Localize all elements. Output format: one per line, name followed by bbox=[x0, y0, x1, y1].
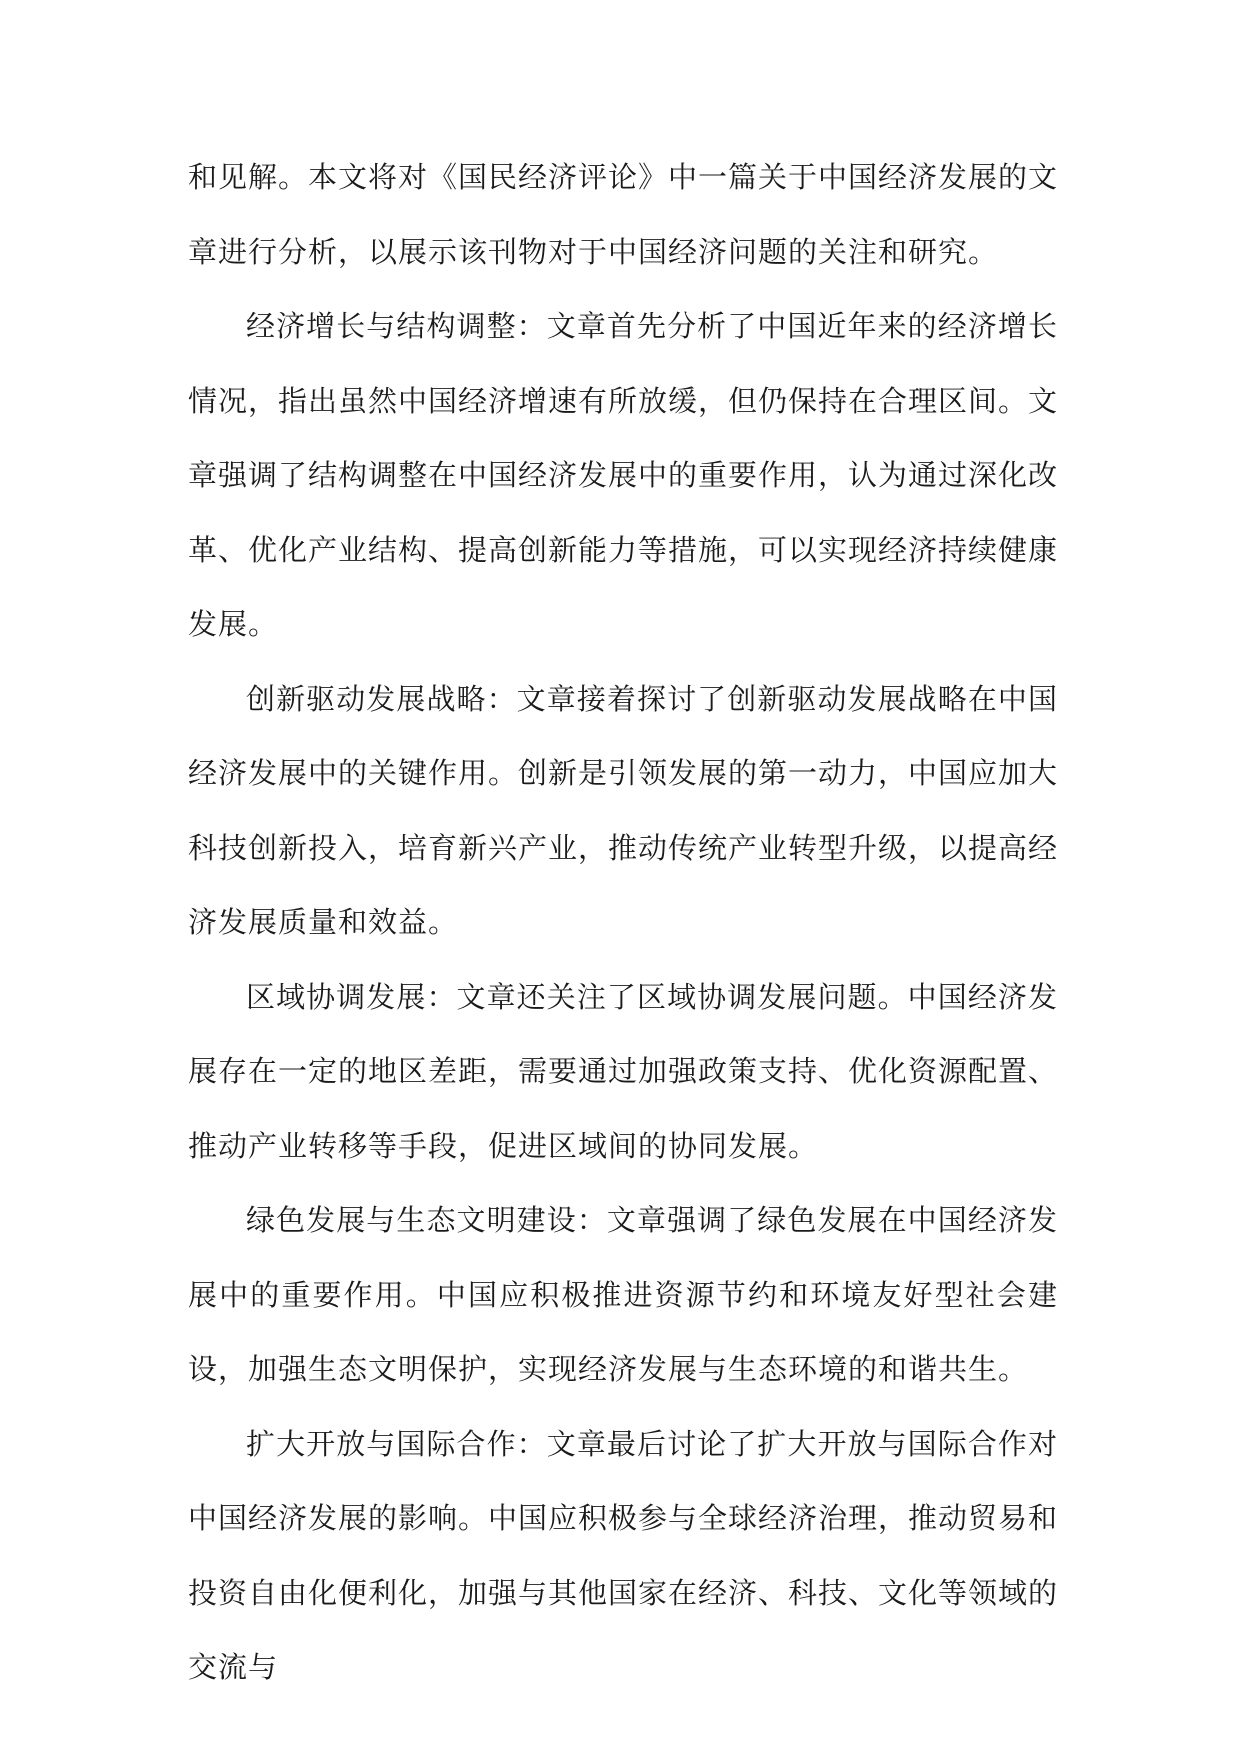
paragraph-green-development: 绿色发展与生态文明建设：文章强调了绿色发展在中国经济发展中的重要作用。中国应积极推进资源节约和环境友好型社会建设，加强生态文明保护，实现经济发展与生态环境的和谐共生。 bbox=[188, 1203, 1058, 1386]
paragraph-intro: 和见解。本文将对《国民经济评论》中一篇关于中国经济发展的文章进行分析，以展示该刊物对于中国经济问题的关注和研究。 bbox=[188, 160, 1059, 269]
paragraph-innovation-strategy: 创新驱动发展战略：文章接着探讨了创新驱动发展战略在中国经济发展中的关键作用。创新是引领发展的第一动力，中国应加大科技创新投入，培育新兴产业，推动传统产业转型升级，以提高经济发展质量和效益。 bbox=[188, 681, 1059, 939]
paragraph-economic-growth: 经济增长与结构调整：文章首先分析了中国近年来的经济增长情况，指出虽然中国经济增速有所放缓，但仍保持在合理区间。文章强调了结构调整在中国经济发展中的重要作用，认为通过深化改革、优化产业结构、提高创新能力等措施，可以实现经济持续健康发展。 bbox=[188, 309, 1059, 641]
paragraph-regional-development: 区域协调发展：文章还关注了区域协调发展问题。中国经济发展存在一定的地区差距，需要通过加强政策支持、优化资源配置、推动产业转移等手段，促进区域间的协同发展。 bbox=[188, 979, 1059, 1163]
document-body bbox=[188, 140, 1058, 1705]
paragraph-opening-up: 扩大开放与国际合作：文章最后讨论了扩大开放与国际合作对中国经济发展的影响。中国应积极参与全球经济治理，推动贸易和投资自由化便利化，加强与其他国家在经济、科技、文化等领域的交流与 bbox=[188, 1426, 1059, 1684]
